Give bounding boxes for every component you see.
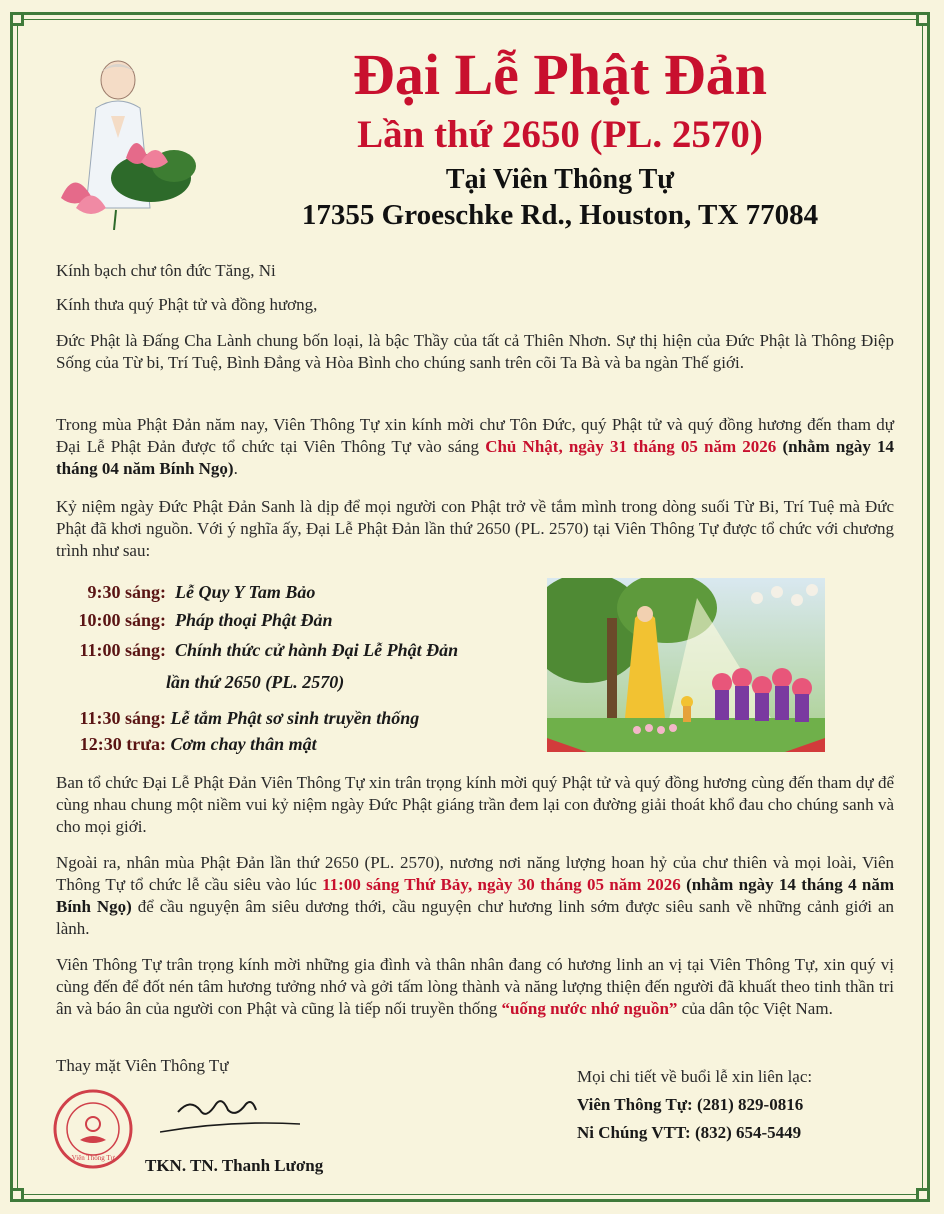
schedule-item [56, 581, 315, 603]
schedule-event: Lễ tắm Phật sơ sinh truyền thống [170, 708, 420, 728]
main-title: Đại Lễ Phật Đản [352, 42, 768, 107]
paragraph-organizers: Ban tổ chức Đại Lễ Phật Đản Viên Thông Tự xin trân trọng kính mời quý Phật tử và quý đồng hương cùng đến tham dự để cùng nhau chung một niềm vui kỷ niệm ngày Đức Phật giáng trần đem lại con đường giải thoát khổ đau cho chúng sanh và cho mọi giới. [56, 773, 894, 836]
paragraph-memorial [56, 852, 894, 940]
schedule-event: lần thứ 2650 (PL. 2570) [166, 672, 345, 692]
paragraph-families [56, 954, 894, 1020]
schedule-item [56, 609, 333, 631]
memorial-lunar-date: (nhằm ngày 14 tháng 4 năm Bính Ngọ) [56, 875, 895, 916]
schedule-time: 9:30 sáng: [87, 582, 166, 602]
paragraph-invitation [56, 414, 894, 480]
greeting-monastics: Kính bạch chư tôn đức Tăng, Ni [56, 261, 276, 280]
schedule-event: Cơm chay thân mật [170, 734, 317, 754]
greeting-laity: Kính thưa quý Phật tử và đồng hương, [56, 295, 318, 314]
memorial-text: Ngoài ra, nhân mùa Phật Đản lần thứ 2650 (PL. 2570), nương nơi năng lượng hoan hỷ của chư thiên và mọi loài, Viên Thông Tự tổ chức lễ cầu siêu vào lúc [56, 853, 894, 894]
schedule-time: 11:30 sáng: [79, 708, 166, 728]
schedule-time: 10:00 sáng: [78, 610, 166, 630]
sentence-end: . [233, 459, 238, 478]
families-text-end: của dân tộc Việt Nam. [677, 999, 833, 1018]
lunar-date: (nhằm ngày 14 tháng 04 năm Bính Ngọ) [56, 437, 894, 478]
schedule-event: Pháp thoại Phật Đản [175, 610, 333, 630]
venue-line: Tại Viên Thông Tự [445, 164, 675, 195]
temple-seal-stamp [52, 1088, 134, 1170]
families-text: Viên Thông Tự trân trọng kính mời những gia đình và thân nhân đang có hương linh an vị tại Viên Thông Tự, xin quý vị cùng đến để đốt nén tâm hương tưởng nhớ và gởi tấm lòng thành và năng lượng thiện đến người đã khuất theo tinh thần tri ân và báo ân của người con Phật và cũng là tiếp nối truyền thống [56, 955, 894, 1018]
buddha-nativity-painting [547, 578, 825, 752]
memorial-text-end: để cầu nguyện âm siêu dương thới, cầu nguyện chư hương linh sớm được siêu sanh về những cảnh giới an lành. [56, 897, 894, 938]
seal-text: Viên Thông Tự [71, 1154, 115, 1162]
contact-nuns-phone: Ni Chúng VTT: (832) 654-5449 [577, 1123, 802, 1142]
schedule-item-continued [166, 671, 344, 693]
corner-ornament [916, 12, 930, 26]
edition-subtitle: Lần thứ 2650 (PL. 2570) [357, 113, 763, 156]
corner-ornament [916, 1188, 930, 1202]
invitation-text: Trong mùa Phật Đản năm nay, Viên Thông Tự xin kính mời chư Tôn Đức, quý Phật tử và quý đồng hương đến tham dự Đại Lễ Phật Đản được tổ chức tại Viên Thông Tự vào sáng [56, 415, 894, 456]
ceremony-date: Chủ Nhật, ngày 31 tháng 05 năm 2026 [485, 437, 777, 456]
tradition-quote: “uống nước nhớ nguồn” [501, 999, 678, 1018]
paragraph-buddha-message: Đức Phật là Đấng Cha Lành chung bốn loại, là bậc Thầy của tất cả Thiên Nhơn. Sự thị hiện của Đức Phật là Thông Điệp Sống của Từ bi, Trí Tuệ, Bình Đẳng và Hòa Bình cho chúng sanh trên cõi Ta Bà và ba ngàn Thế giới. [56, 331, 894, 372]
paragraph-program-intro: Kỷ niệm ngày Đức Phật Đản Sanh là dịp để mọi người con Phật trở về tắm mình trong dòng suối Từ Bi, Trí Tuệ mà Đức Phật đã khơi nguồn. Với ý nghĩa ấy, Đại Lễ Phật Đản lần thứ 2650 (PL. 2570) tại Viên Thông Tự được tổ chức với chương trình như sau: [56, 497, 894, 560]
handwritten-signature [160, 1090, 300, 1140]
corner-ornament [10, 1188, 24, 1202]
schedule-event: Chính thức cử hành Đại Lễ Phật Đản [175, 640, 459, 660]
schedule-item [56, 639, 458, 661]
schedule-item [56, 733, 317, 755]
schedule-time: 12:30 trưa: [79, 734, 166, 754]
address-line: 17355 Groeschke Rd., Houston, TX 77084 [301, 199, 819, 231]
corner-ornament [10, 12, 24, 26]
on-behalf-label: Thay mặt Viên Thông Tự [56, 1056, 229, 1075]
schedule-event: Lễ Quy Y Tam Bảo [175, 582, 316, 602]
signatory-name: TKN. TN. Thanh Lương [145, 1156, 324, 1175]
memorial-date: 11:00 sáng Thứ Bảy, ngày 30 tháng 05 năm 2026 [322, 875, 681, 894]
contact-label: Mọi chi tiết về buổi lễ xin liên lạc: [577, 1067, 813, 1086]
schedule-item [56, 707, 419, 729]
contact-temple-phone: Viên Thông Tự: (281) 829-0816 [577, 1095, 804, 1114]
schedule-time: 11:00 sáng: [79, 640, 166, 660]
